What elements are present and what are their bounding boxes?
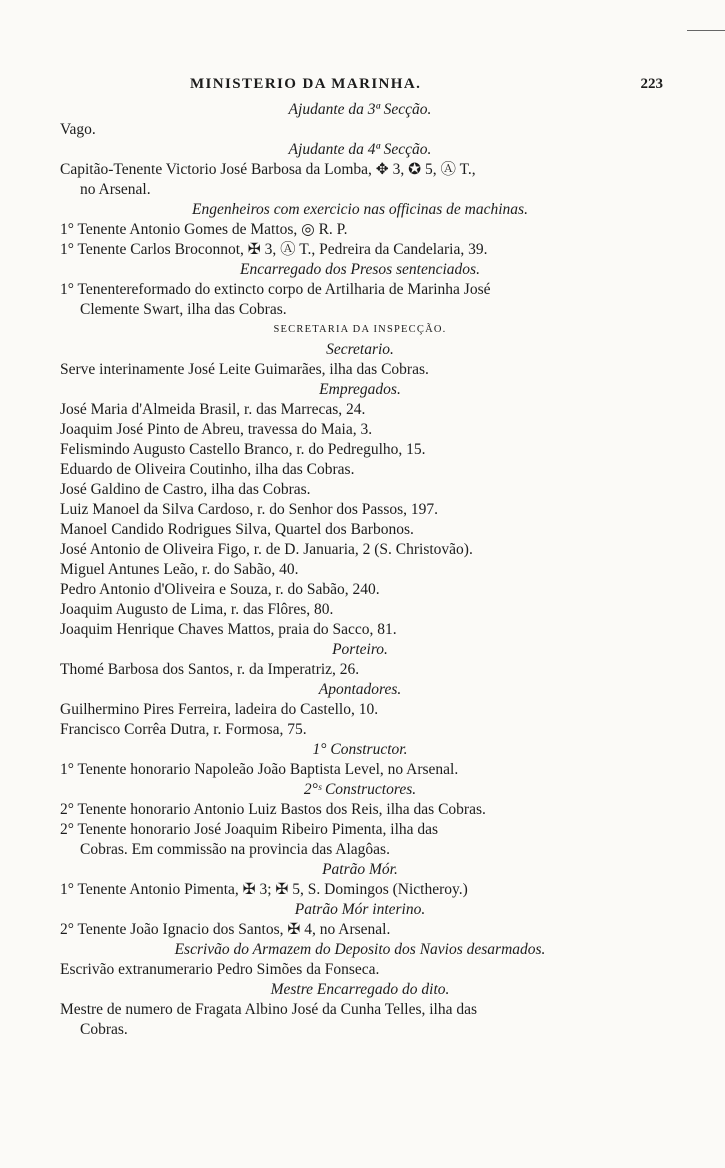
text-line: 2° Tenente honorario Antonio Luiz Bastos dos Reis, ilha das Cobras. [60,801,486,818]
text-line: 1° Tenentereformado do extincto corpo de Artilharia de Marinha José [60,281,491,298]
text-line: 1° Tenente Antonio Gomes de Mattos, ◎ R. P. [60,221,348,238]
section-heading: Ajudante da 3ª Secção. [288,101,432,118]
text-line: Escrivão extranumerario Pedro Simões da Fonseca. [60,961,380,978]
text-line: Pedro Antonio d'Oliveira e Souza, r. do Sabão, 240. [60,581,380,598]
section-heading: Porteiro. [332,641,388,658]
text-line: Felismindo Augusto Castello Branco, r. do Pedregulho, 15. [60,441,426,458]
page-header [60,76,663,100]
section-heading: Ajudante da 4ª Secção. [288,141,432,158]
text-line: 2° Tenente honorario José Joaquim Ribeiro Pimenta, ilha das [60,821,439,838]
section-heading: Escrivão do Armazem do Deposito dos Navios desarmados. [174,941,546,958]
section-heading: Empregados. [319,381,401,398]
text-line: 1° Tenente Carlos Broconnot, ✠ 3, Ⓐ T., Pedreira da Candelaria, 39. [60,241,488,258]
text-line: Joaquim Henrique Chaves Mattos, praia do Sacco, 81. [60,621,397,638]
text-line: Serve interinamente José Leite Guimarães, ilha das Cobras. [60,361,429,378]
page-number: 223 [640,76,663,92]
section-heading: Mestre Encarregado do dito. [270,981,450,998]
text-line: Joaquim José Pinto de Abreu, travessa do Maia, 3. [60,421,373,438]
section-heading: 1° Constructor. [312,741,408,758]
text-line: Thomé Barbosa dos Santos, r. da Imperatriz, 26. [60,661,360,678]
text-line: Luiz Manoel da Silva Cardoso, r. do Senhor dos Passos, 197. [60,501,439,518]
text-line: Clemente Swart, ilha das Cobras. [80,301,287,318]
corner-rule [687,30,725,31]
text-line: Manoel Candido Rodrigues Silva, Quartel dos Barbonos. [60,521,414,538]
text-line: José Maria d'Almeida Brasil, r. das Marrecas, 24. [60,401,366,418]
text-line: Francisco Corrêa Dutra, r. Formosa, 75. [60,721,307,738]
section-heading: Apontadores. [318,681,402,698]
text-line: Mestre de numero de Fragata Albino José da Cunha Telles, ilha das [60,1001,478,1018]
text-line: Cobras. [80,1021,128,1038]
text-line: Guilhermino Pires Ferreira, ladeira do Castello, 10. [60,701,379,718]
section-heading: Secretario. [326,341,394,358]
document-body [60,100,660,1040]
text-line: José Antonio de Oliveira Figo, r. de D. Januaria, 2 (S. Christovão). [60,541,473,558]
section-heading: Patrão Mór interino. [294,901,426,918]
text-line: 2° Tenente João Ignacio dos Santos, ✠ 4, no Arsenal. [60,921,391,938]
text-line: 1° Tenente honorario Napoleão João Baptista Level, no Arsenal. [60,761,459,778]
text-line: Eduardo de Oliveira Coutinho, ilha das Cobras. [60,461,355,478]
text-line: 1° Tenente Antonio Pimenta, ✠ 3; ✠ 5, S. Domingos (Nictheroy.) [60,881,468,898]
section-heading: Encarregado dos Presos sentenciados. [240,261,480,278]
section-heading: SECRETARIA DA INSPECÇÃO. [273,324,447,335]
running-title: MINISTERIO DA MARINHA. [190,76,422,92]
text-line: Capitão-Tenente Victorio José Barbosa da Lomba, ✥ 3, ✪ 5, Ⓐ T., [60,161,476,178]
text-line: Joaquim Augusto de Lima, r. das Flôres, 80. [60,601,334,618]
text-line: José Galdino de Castro, ilha das Cobras. [60,481,311,498]
text-line: Miguel Antunes Leão, r. do Sabão, 40. [60,561,299,578]
section-heading: Patrão Mór. [322,861,398,878]
text-line: no Arsenal. [80,181,151,198]
text-line: Vago. [60,121,96,138]
text-line: Cobras. Em commissão na provincia das Alagôas. [80,841,390,858]
section-heading: 2°ˢ Constructores. [303,781,417,798]
section-heading: Engenheiros com exercicio nas officinas de machinas. [192,201,528,218]
page [60,76,663,1040]
